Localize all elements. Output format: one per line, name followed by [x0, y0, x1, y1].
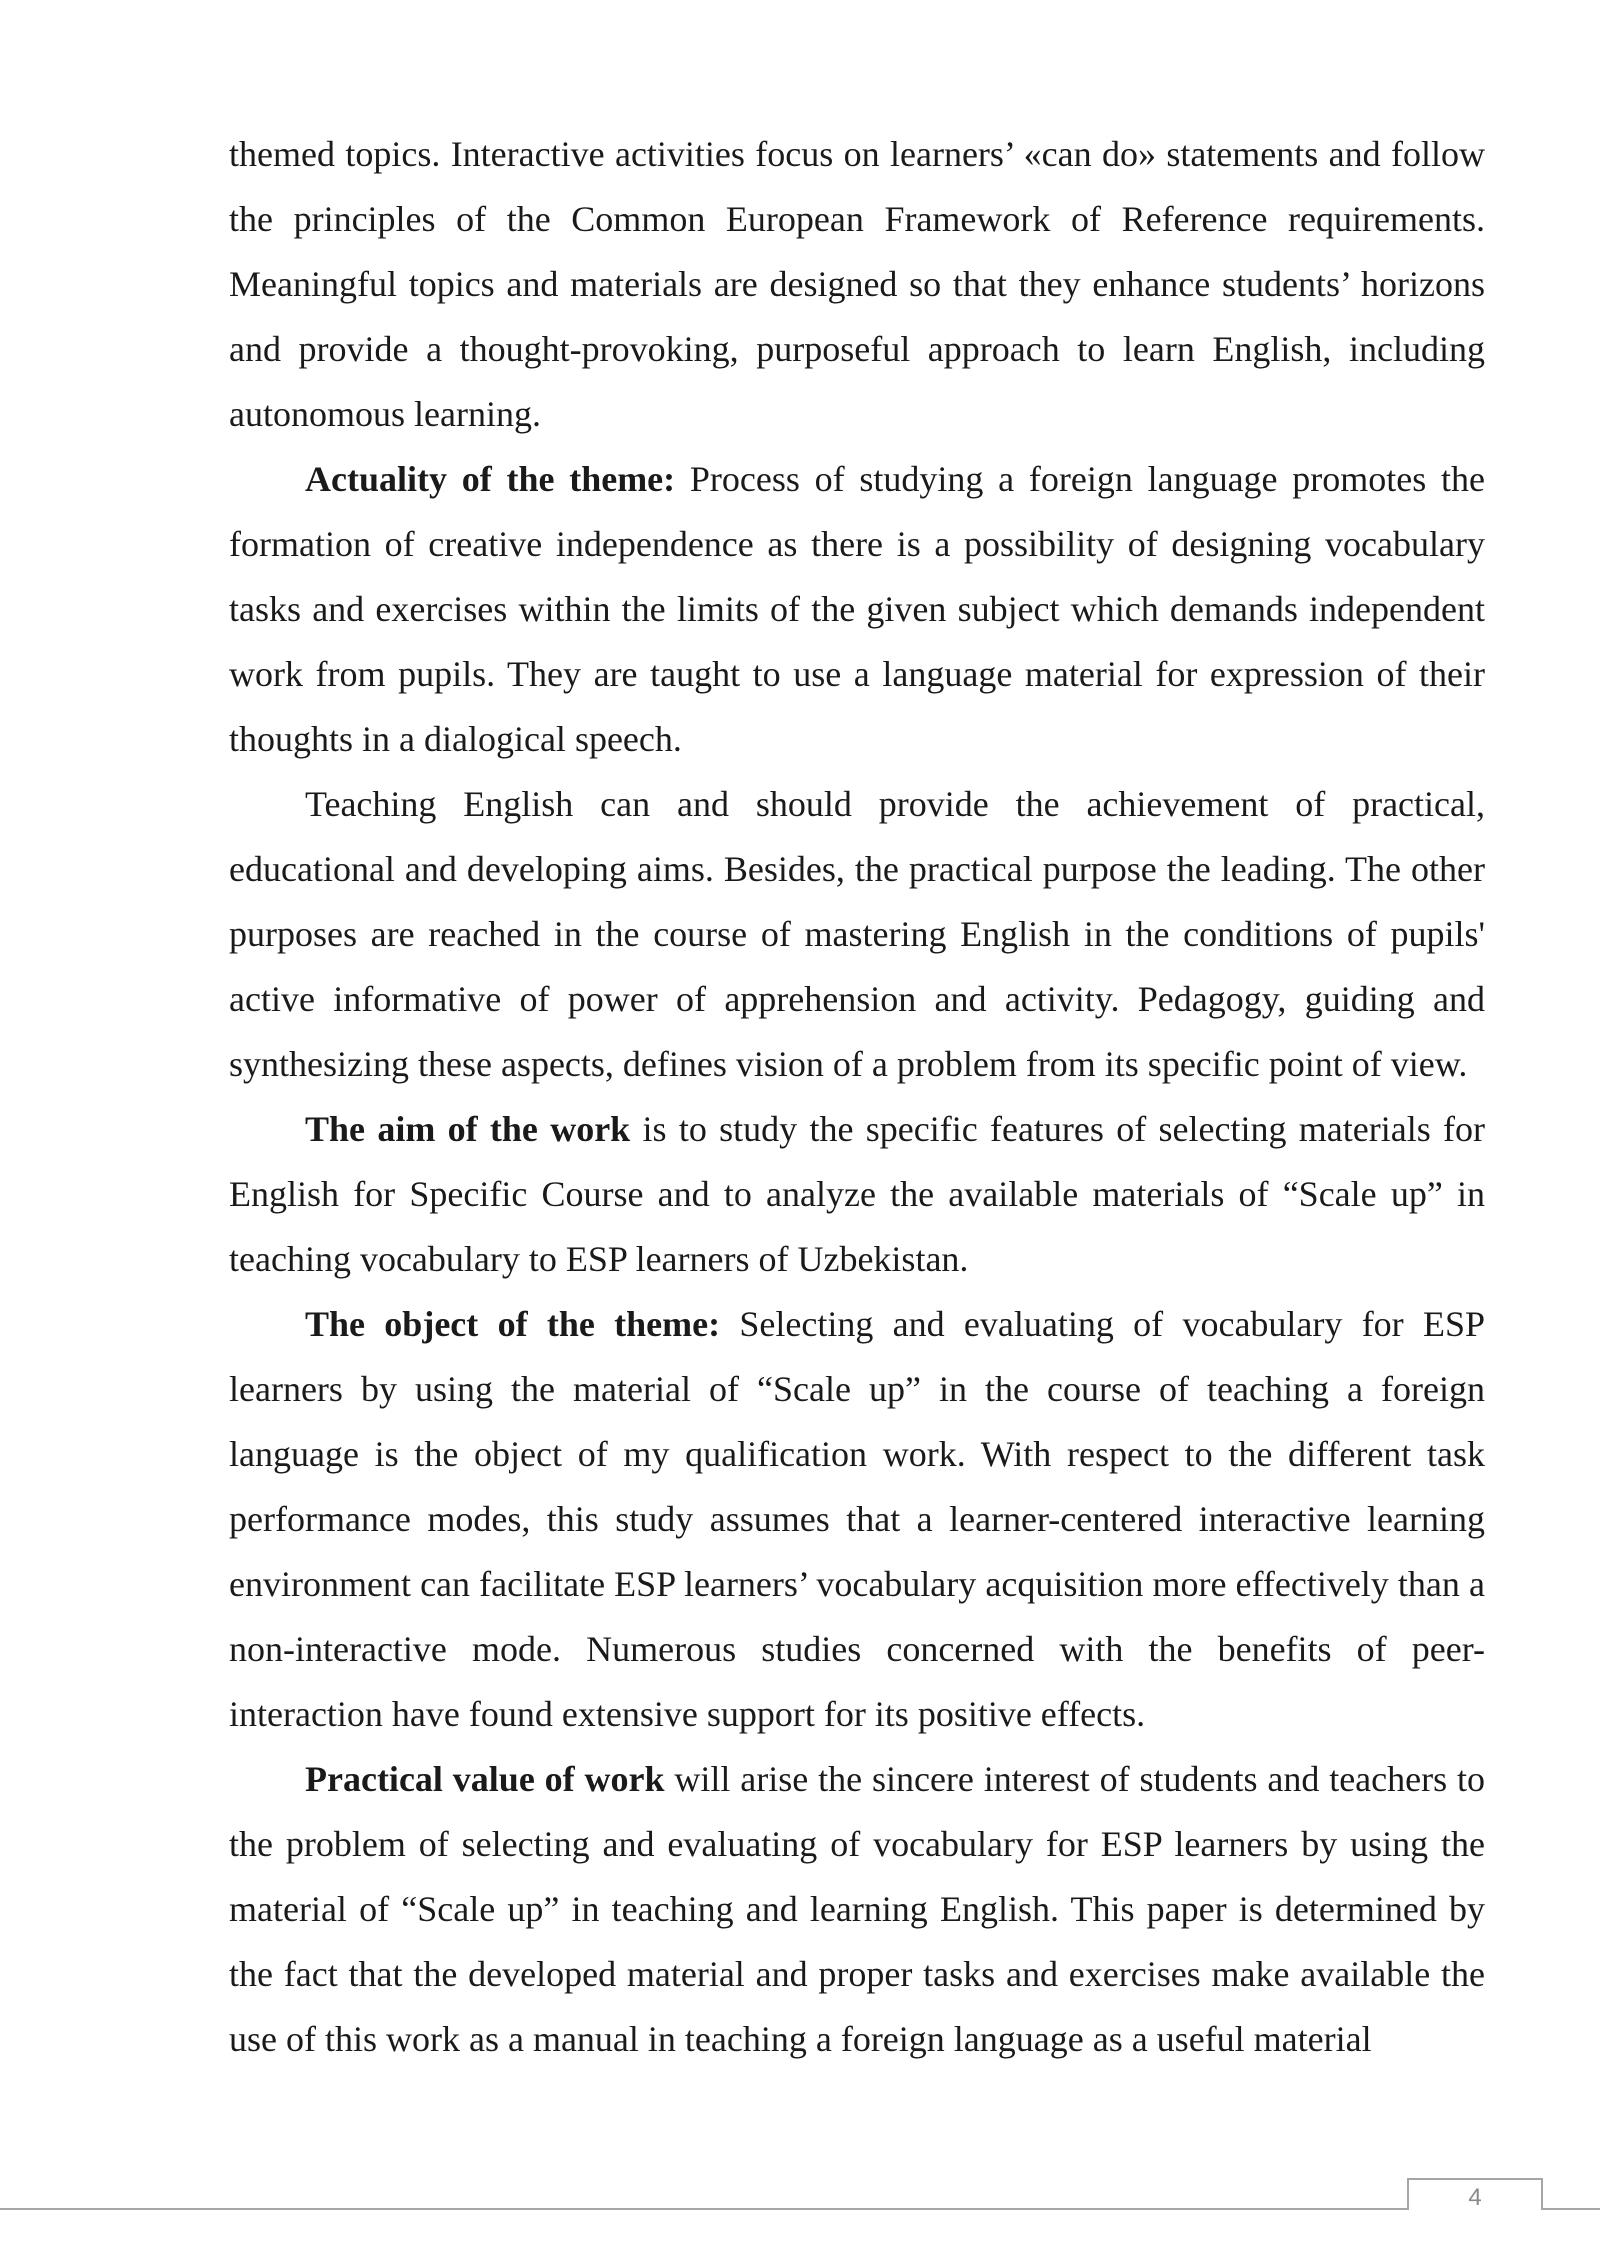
- paragraph-text: is to study the specific features of selecting materials for English for Specific Course and to analyze the available materials of “Scale up” in teaching vocabulary to ESP learners of Uzbekistan.: [229, 1109, 1485, 1279]
- footer-divider: [0, 2208, 1600, 2210]
- paragraph-text: will arise the sincere interest of students and teachers to the problem of selecting and evaluating of vocabulary for ESP learners by using the material of “Scale up” in teaching and learning English. This paper is determined by the fact that the developed material and proper tasks and exercises make available the use of this work as a manual in teaching a foreign language as a useful material: [229, 1759, 1485, 2059]
- paragraph-object: [229, 1292, 1485, 1747]
- paragraph-aim: [229, 1097, 1485, 1292]
- paragraph-text: Process of studying a foreign language promotes the formation of creative independence as there is a possibility of designing vocabulary tasks and exercises within the limits of the given subject which demands independent work from pupils. They are taught to use a language material for expression of their thoughts in a dialogical speech.: [229, 459, 1485, 759]
- document-body: [229, 122, 1485, 2072]
- paragraph-intro-continuation: [229, 122, 1485, 447]
- paragraph-teaching-english: [229, 772, 1485, 1097]
- paragraph-lead: Practical value of work: [305, 1759, 665, 1799]
- paragraph-text: Teaching English can and should provide the achievement of practical, educational and developing aims. Besides, the practical purpose the leading. The other purposes are reached in the course of mastering English in the conditions of pupils' active informative of power of apprehension and activity. Pedagogy, guiding and synthesizing these aspects, defines vision of a problem from its specific point of view.: [229, 784, 1485, 1084]
- paragraph-lead: Actuality of the theme:: [305, 459, 676, 499]
- paragraph-lead: The aim of the work: [305, 1109, 631, 1149]
- paragraph-actuality: [229, 447, 1485, 772]
- paragraph-text: themed topics. Interactive activities focus on learners’ «can do» statements and follow the principles of the Common European Framework of Reference requirements. Meaningful topics and materials are designed so that they enhance students’ horizons and provide a thought-provoking, purposeful approach to learn English, including autonomous learning.: [229, 134, 1485, 434]
- paragraph-practical-value: [229, 1747, 1485, 2072]
- paragraph-text: Selecting and evaluating of vocabulary for ESP learners by using the material of “Scale up” in the course of teaching a foreign language is the object of my qualification work. With respect to the different task performance modes, this study assumes that a learner-centered interactive learning environment can facilitate ESP learners’ vocabulary acquisition more effectively than a non-interactive mode. Numerous studies concerned with the benefits of peer-interaction have found extensive support for its positive effects.: [229, 1304, 1485, 1734]
- page-number-tab: [1407, 2178, 1543, 2210]
- page-number: 4: [1468, 2184, 1482, 2211]
- paragraph-lead: The object of the theme:: [305, 1304, 721, 1344]
